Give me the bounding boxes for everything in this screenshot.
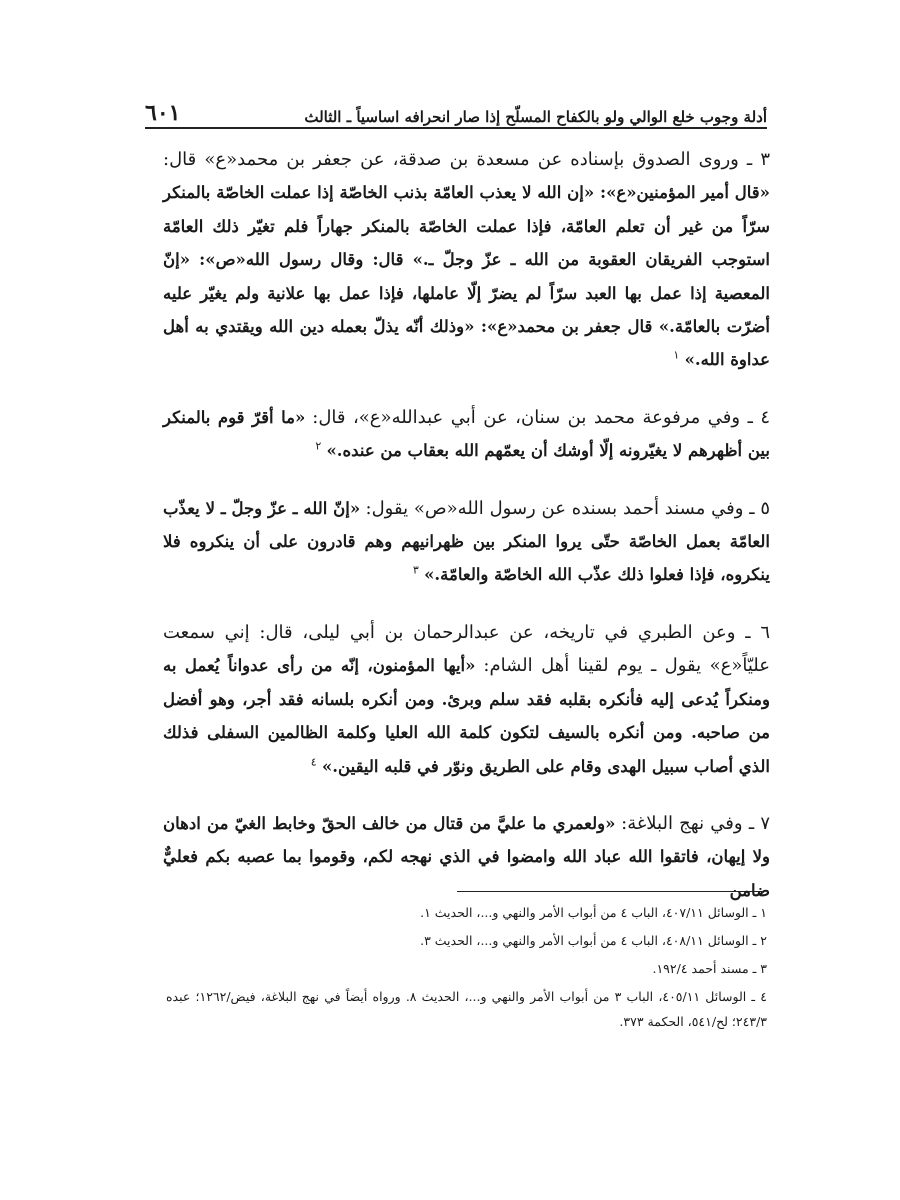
footnote-1: ١ ـ الوسائل ٤٠٧/١١، الباب ٤ من أبواب الأمر والنهي و...، الحديث ١. <box>420 905 767 920</box>
paragraph-lead: ٤ ـ وفي مرفوعة محمد بن سنان، عن أبي عبدالله«ع»، قال: <box>312 406 770 428</box>
running-title: أدلة وجوب خلع الوالي ولو بالكفاح المسلّح إذا صار انحرافه اساسياً ـ الثالث <box>304 108 767 126</box>
footnote-3: ٣ ـ مسند أحمد ١٩٢/٤. <box>652 961 767 976</box>
paragraph-quote: «ولعمري ما عليَّ من قتال من خالف الحقّ وخابط الغيّ من ادهان ولا إيهان، فاتقوا الله عباد الله وامضوا في الذي نهجه لكم، وقوموا بما عصبه بكم فعليٌّ ضامن <box>163 813 770 900</box>
paragraph-quote: «ما أقرّ قوم بالمنكر بين أظهرهم لا يغيّرونه إلّا أوشك أن يعمّهم الله بعقاب من عنده.» <box>163 407 770 461</box>
footnote-ref: ٢ <box>315 439 322 453</box>
footnote-divider <box>457 891 762 892</box>
footnotes <box>166 900 767 1037</box>
paragraph-6 <box>163 616 770 783</box>
footnote-ref: ٣ <box>412 563 419 577</box>
paragraph-lead: ٦ ـ وعن الطبري في تاريخه، عن عبدالرحمان بن أبي ليلى، قال: إني سمعت عليّاً«ع» يقول ـ يوم لقينا أهل الشام: <box>163 621 770 677</box>
footnote-ref: ١ <box>673 348 680 362</box>
paragraph-3 <box>163 143 770 377</box>
paragraph-lead: ٣ ـ وروى الصدوق بإسناده عن مسعدة بن صدقة، عن جعفر بن محمد«ع» قال: <box>163 149 770 170</box>
page-header <box>145 90 767 126</box>
footnote-4: ٤ ـ الوسائل ٤٠٥/١١، الباب ٣ من أبواب الأمر والنهي و...، الحديث ٨. ورواه أيضاً في نهج البلاغة، فيض/١٢٦٢؛ عبده ٢٤٣/٣؛ لح/٥٤١، الحكمة ٣٧٣. <box>166 989 767 1029</box>
paragraph-7 <box>163 807 770 907</box>
paragraph-4 <box>163 401 770 468</box>
paragraph-quote: «قال أمير المؤمنين«ع»: «إن الله لا يعذب العامّة بذنب الخاصّة إذا عملت الخاصّة بالمنكر سرّاً من غير أن تعلم العامّة، فإذا عملت الخاصّة بالمنكر جهاراً فلم تغيّر ذلك العامّة استوجب الفريقان العقوبة من الله ـ عزّ وجلّ ـ.» قال: وقال رسول الله«ص»: «إنّ المعصية إذا عمل بها العبد سرّاً لم يضرّ إلّا عاملها، فإذا عمل بها علانية ولم يغيّر عليه أضرّت بالعامّة.» قال جعفر بن محمد«ع»: «وذلك أنّه يذلّ بعمله دين الله ويقتدي به أهل عداوة الله.» <box>163 183 770 370</box>
header-divider <box>145 127 767 129</box>
paragraph-quote: «أيها المؤمنون، إنّه من رأى عدواناً يُعمل به ومنكراً يُدعى إليه فأنكره بقلبه فقد سلم وبرئ. ومن أنكره بلسانه فقد أجر، وهو أفضل من صاحبه. ومن أنكره بالسيف لتكون كلمة الله العليا وكلمة الظالمين السفلى فذلك الذي أصاب سبيل الهدى وقام على الطريق ونوّر في قلبه اليقين.» <box>163 656 770 776</box>
paragraph-lead: ٧ ـ وفي نهج البلاغة: <box>621 812 770 834</box>
footnote-ref: ٤ <box>310 755 317 768</box>
paragraph-5 <box>163 492 770 592</box>
paragraph-lead: ٥ ـ وفي مسند أحمد بسنده عن رسول الله«ص» يقول: <box>365 497 771 519</box>
page-number: ٦٠١ <box>145 100 181 126</box>
paragraph-quote: «إنّ الله ـ عزّ وجلّ ـ لا يعذّب العامّة بعمل الخاصّة حتّى يروا المنكر بين ظهرانيهم وهم قادرون على أن ينكروه فلا ينكروه، فإذا فعلوا ذلك عذّب الله الخاصّة والعامّة.» <box>163 498 770 585</box>
main-text <box>163 143 770 931</box>
footnote-2: ٢ ـ الوسائل ٤٠٨/١١، الباب ٤ من أبواب الأمر والنهي و...، الحديث ٣. <box>420 933 767 948</box>
